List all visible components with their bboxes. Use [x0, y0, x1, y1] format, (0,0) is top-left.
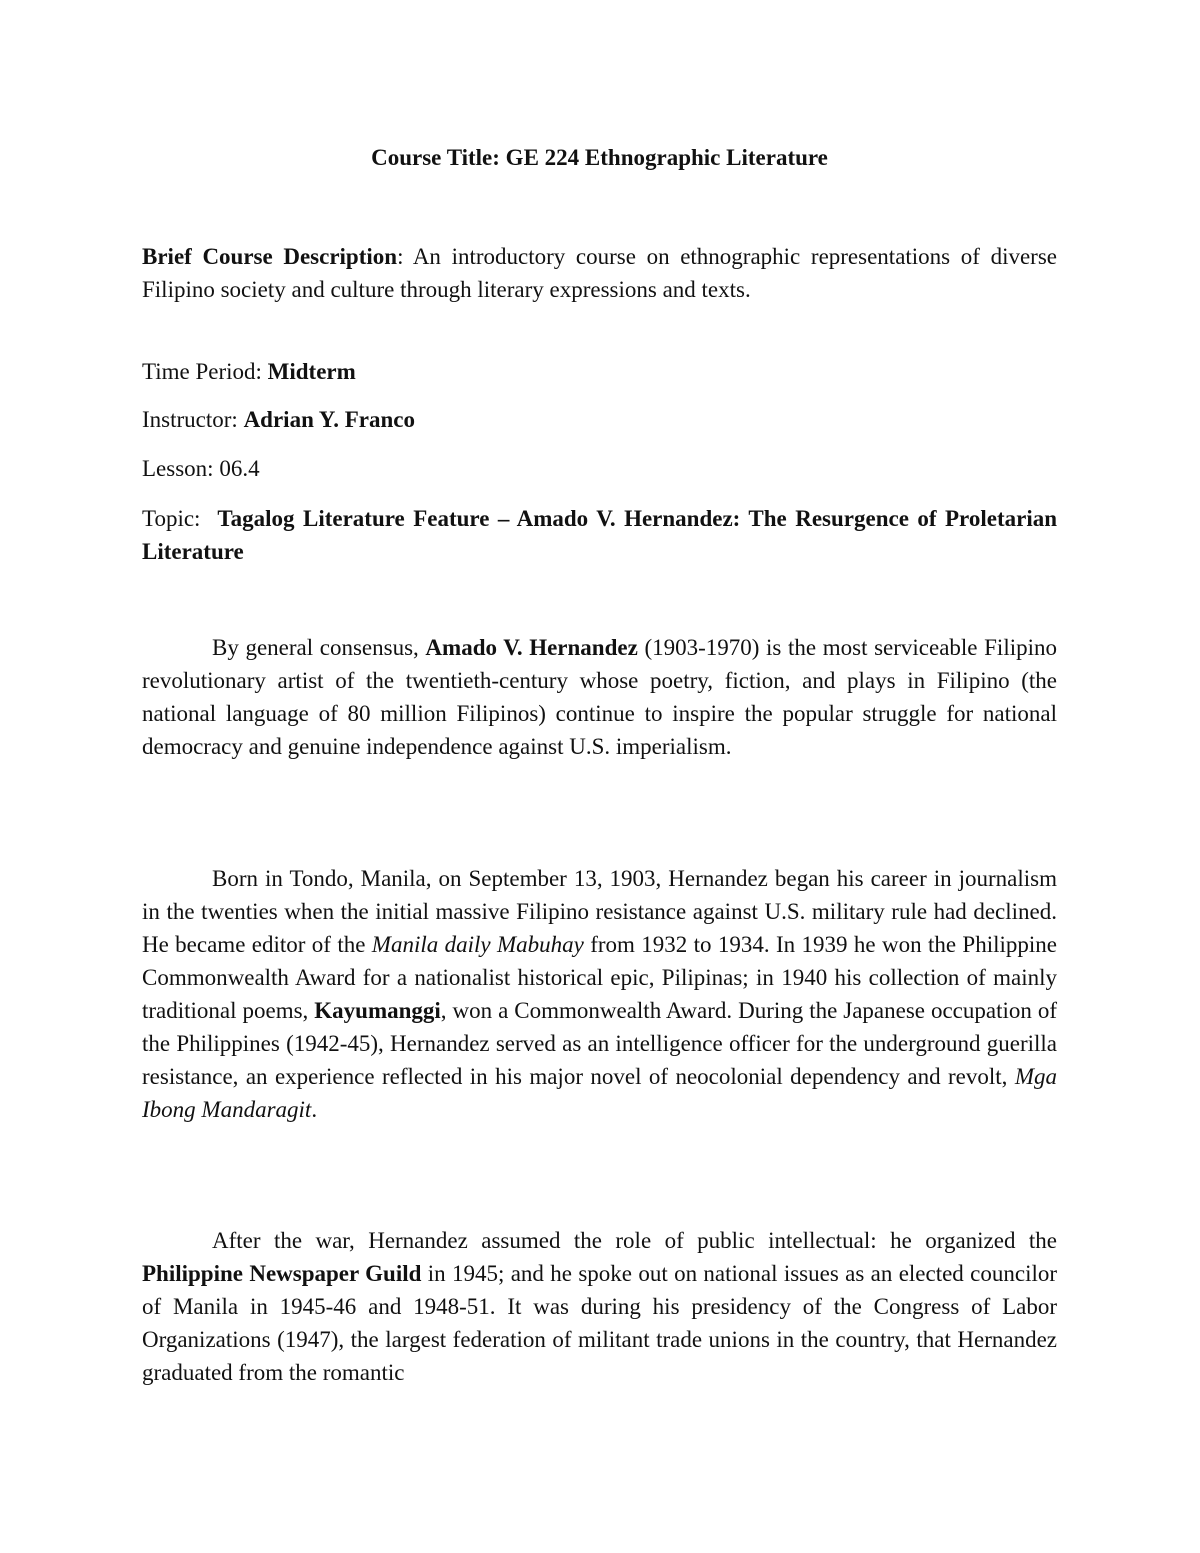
- paragraph-1: [142, 631, 1057, 763]
- instructor-label: Instructor:: [142, 407, 244, 432]
- lesson: [142, 452, 1057, 485]
- topic: [142, 502, 1057, 568]
- p2-newspaper-title: Manila daily Mabuhay: [371, 932, 584, 957]
- course-title: Course Title: GE 224 Ethnographic Literature: [371, 145, 828, 170]
- time-period: [142, 355, 1057, 388]
- time-period-value: Midterm: [267, 359, 356, 384]
- instructor: [142, 403, 1057, 436]
- p2-text-d: .: [311, 1097, 318, 1122]
- p3-text-a: After the war, Hernandez assumed the role of public intellectual: he organized the: [212, 1228, 1057, 1253]
- p3-guild-name: Philippine Newspaper Guild: [142, 1261, 422, 1286]
- p2-text-a: Born in Tondo, Manila, on September 13, 1903, Hernandez began his career in journalism in the twenties when the initial massive Filipino resistance against U.S. military rule had declined. He became editor of the: [142, 866, 1057, 957]
- paragraph-3: [142, 1224, 1057, 1389]
- p1-text-c: (1903-1970) is the most serviceable Filipino revolutionary artist of the twentieth-century whose poetry, fiction, and plays in Filipino (the national language of 80 million Filipinos) continue to inspire the popular struggle for national democracy and genuine independence against U.S. imperialism.: [142, 635, 1057, 759]
- lesson-value: 06.4: [219, 456, 260, 481]
- course-description-text: : An introductory course on ethnographic representations of diverse Filipino society and culture through literary expressions and texts.: [142, 244, 1057, 302]
- p2-collection-title: Kayumanggi: [314, 998, 441, 1023]
- instructor-value: Adrian Y. Franco: [243, 407, 416, 432]
- p1-text-a: By general consensus,: [212, 635, 426, 660]
- p2-text-b: from 1932 to 1934. In 1939 he won the Philippine Commonwealth Award for a nationalist historical epic, Pilipinas; in 1940 his collection of mainly traditional poems,: [142, 932, 1057, 1023]
- course-description: [142, 240, 1057, 306]
- topic-label: Topic:: [142, 506, 209, 531]
- time-period-label: Time Period:: [142, 359, 268, 384]
- course-description-label: Brief Course Description: [142, 244, 398, 269]
- topic-value: Tagalog Literature Feature – Amado V. Hernandez: The Resurgence of Proletarian Literature: [142, 506, 1057, 564]
- lesson-label: Lesson:: [142, 456, 220, 481]
- paragraph-2: [142, 862, 1057, 1126]
- p2-text-c: , won a Commonwealth Award. During the Japanese occupation of the Philippines (1942-45), Hernandez served as an intelligence officer for the underground guerilla resistance, an experience reflected in his major novel of neocolonial dependency and revolt,: [142, 998, 1058, 1089]
- p1-author-name: Amado V. Hernandez: [425, 635, 638, 660]
- p3-text-b: in 1945; and he spoke out on national issues as an elected councilor of Manila in 1945-46 and 1948-51. It was during his presidency of the Congress of Labor Organizations (1947), the largest federation of militant trade unions in the country, that Hernandez graduated from the romantic: [142, 1261, 1058, 1385]
- p2-novel-title: Mga Ibong Mandaragit: [142, 1064, 1057, 1122]
